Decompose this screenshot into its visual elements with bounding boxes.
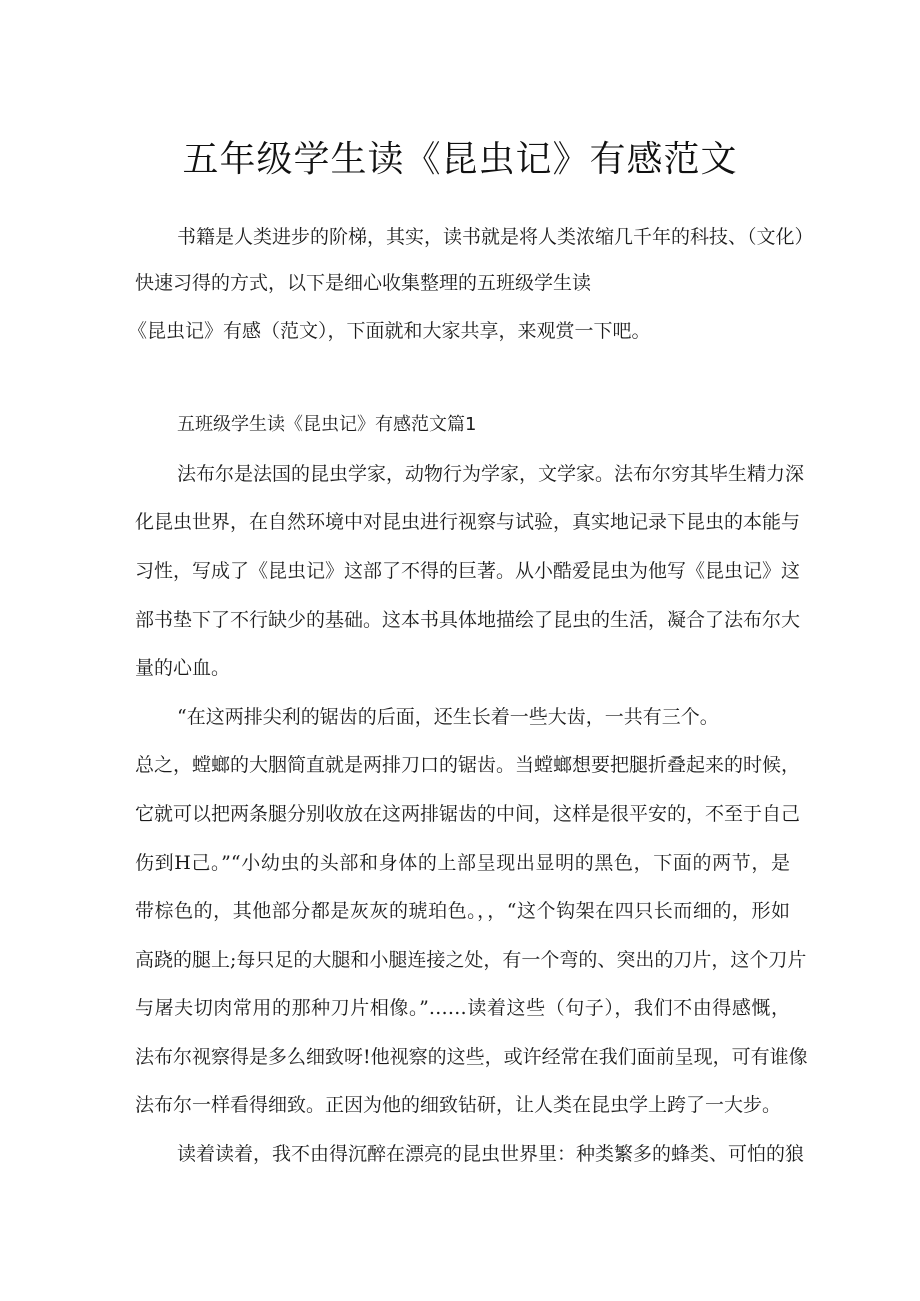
section-heading: 五班级学生读《昆虫记》有感范文篇1	[177, 414, 477, 435]
paragraph2-line-3: 它就可以把两条腿分别收放在这两排锯齿的中间，这样是很平安的，不至于自己	[135, 803, 801, 825]
paragraph2-line-4: 伤到H己。”“小幼虫的头部和身体的上部呈现出显明的黑色，下面的两节，是	[135, 852, 790, 874]
paragraph2-line-9: 法布尔一样看得细致。正因为他的细致钻研，让人类在昆虫学上跨了一大步。	[135, 1094, 782, 1116]
page-title: 五年级学生读《昆虫记》有感范文	[182, 139, 738, 180]
intro-line-3: 《昆虫记》有感（范文），下面就和大家共享，来观赏一下吧。	[128, 320, 651, 342]
paragraph2-line-8: 法布尔视察得是多么细致呀!他视察的这些，或许经常在我们面前呈现，可有谁像	[135, 1046, 808, 1068]
paragraph3-line-1: 读着读着，我不由得沉醉在漂亮的昆虫世界里：种类繁多的蜂类、可怕的狼	[177, 1143, 805, 1165]
intro-line-2: 快速习得的方式，以下是细心收集整理的五班级学生读	[135, 272, 592, 294]
paragraph1-line-1: 法布尔是法国的昆虫学家，动物行为学家，文学家。法布尔穷其毕生精力深	[177, 463, 805, 485]
paragraph1-line-2: 化昆虫世界，在自然环境中对昆虫进行视察与试验，真实地记录下昆虫的本能与	[135, 511, 801, 533]
paragraph2-line-2: 总之，螳螂的大胭简直就是两排刀口的锯齿。当螳螂想要把腿折叠起来的时候，	[135, 754, 801, 776]
paragraph1-line-4: 部书垫下了不行缺少的基础。这本书具体地描绘了昆虫的生活，凝合了法布尔大	[135, 609, 801, 631]
paragraph2-line-7: 与屠夫切肉常用的那种刀片相像。”……读着这些（句子），我们不由得感慨，	[135, 997, 790, 1019]
paragraph2-line-6: 高跷的腿上;每只足的大腿和小腿连接之处，有一个弯的、突出的刀片，这个刀片	[135, 949, 807, 971]
paragraph2-line-1: “在这两排尖利的锯齿的后面，还生长着一些大齿，一共有三个。	[177, 706, 719, 728]
paragraph1-line-3: 习性，写成了《昆虫记》这部了不得的巨著。从小酷爱昆虫为他写《昆虫记》这	[135, 560, 801, 582]
intro-line-1: 书籍是人类进步的阶梯，其实，读书就是将人类浓缩几千年的科技、（文化）	[177, 226, 814, 248]
paragraph2-line-5: 带棕色的，其他部分都是灰灰的琥珀色。，，“这个钩架在四只长而细的，形如	[135, 900, 790, 922]
paragraph1-line-5: 量的心血。	[135, 657, 231, 679]
